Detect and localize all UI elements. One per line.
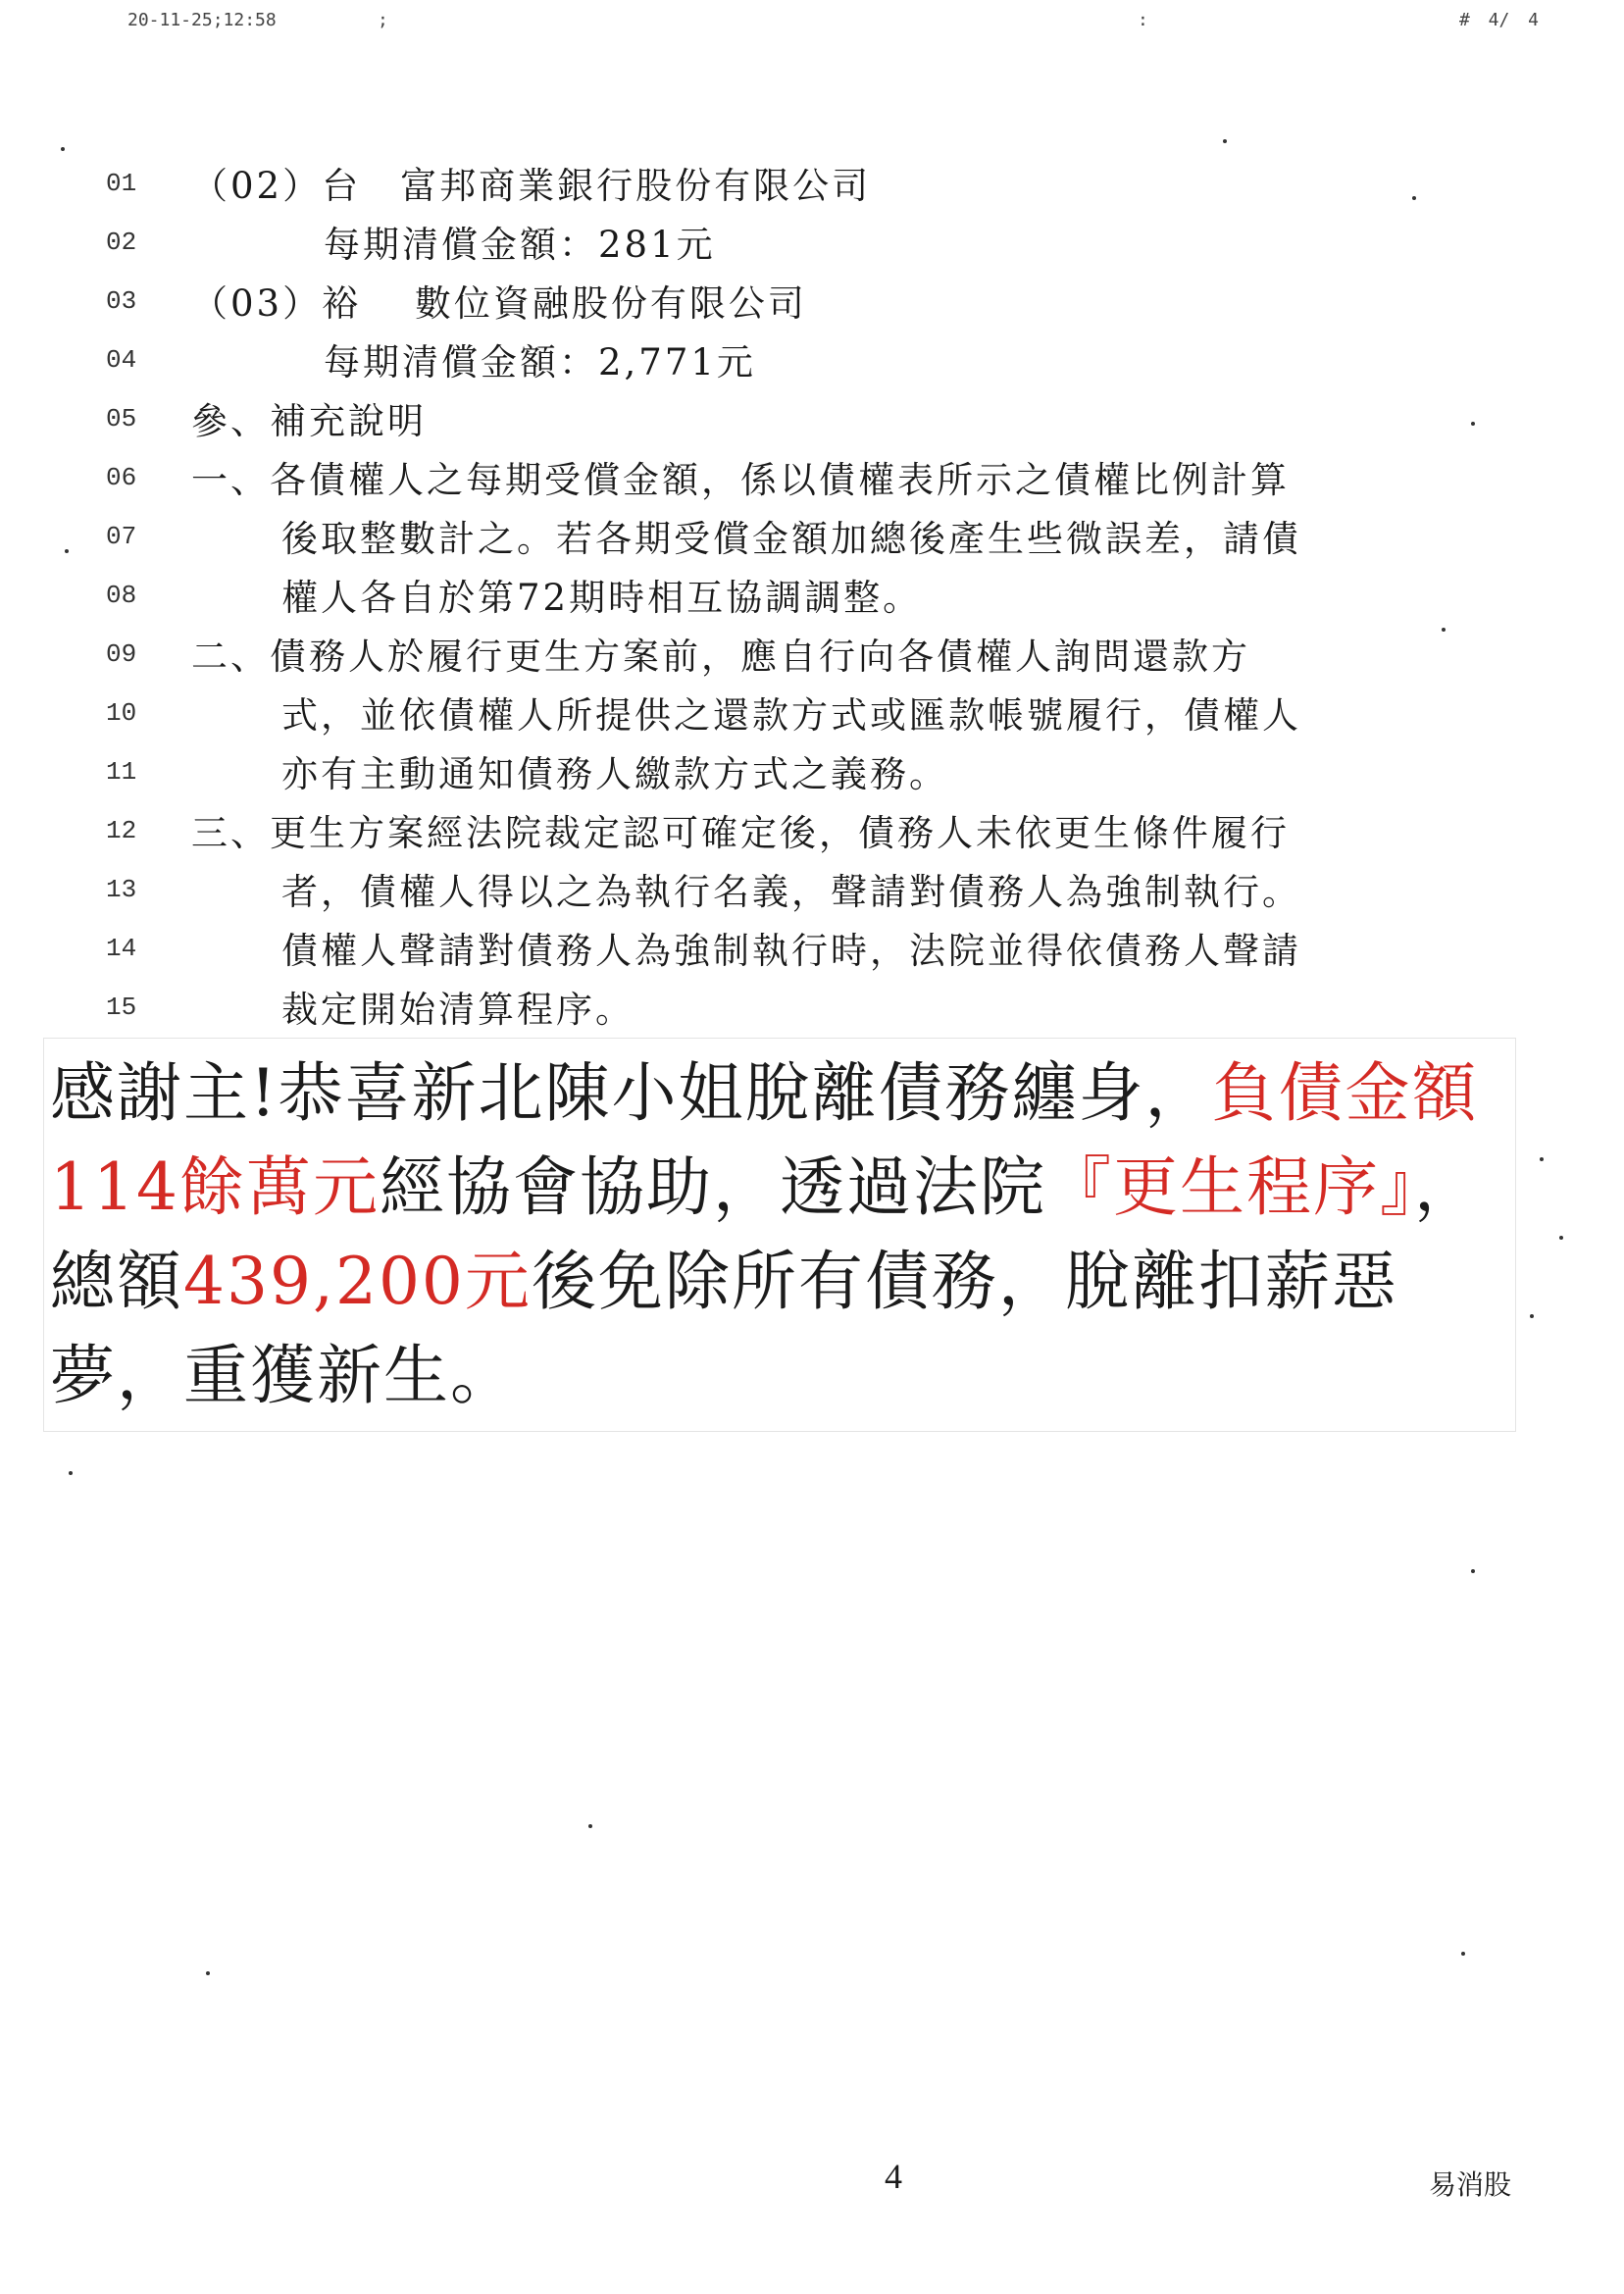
line-number: 12	[106, 816, 137, 845]
announcement-highlight-amount: 439,200元	[183, 1244, 532, 1319]
document-line	[0, 628, 1624, 687]
line-text: 後取整數計之。若各期受償金額加總後產生些微誤差，請債	[281, 518, 1301, 560]
line-number: 10	[106, 698, 137, 728]
line-text: （02）台 富邦商業銀行股份有限公司	[191, 165, 872, 207]
line-number: 08	[106, 581, 137, 610]
document-line	[0, 451, 1624, 510]
document-line	[0, 510, 1624, 569]
document-line	[0, 863, 1624, 922]
document-line	[0, 157, 1624, 216]
line-text: 三、更生方案經法院裁定認可確定後，債務人未依更生條件履行	[191, 812, 1290, 854]
fax-separator-mid: :	[1138, 10, 1148, 30]
line-text: 參、補充說明	[191, 400, 427, 442]
document-line	[0, 333, 1624, 392]
line-text: 權人各自於第72期時相互協調調整。	[281, 577, 923, 619]
document-line	[0, 392, 1624, 451]
document-line	[0, 569, 1624, 628]
line-number: 11	[106, 757, 137, 787]
line-number: 03	[106, 286, 137, 316]
line-number: 09	[106, 639, 137, 669]
line-text: 裁定開始清算程序。	[281, 989, 634, 1031]
fax-timestamp: 20-11-25;12:58	[127, 10, 277, 30]
fax-separator: ;	[378, 10, 388, 30]
line-text: 每期清償金額：281元	[324, 224, 716, 266]
announcement-overlay	[43, 1038, 1516, 1432]
document-line	[0, 687, 1624, 745]
document-line	[0, 275, 1624, 333]
document-line	[0, 216, 1624, 275]
announcement-part: 經協會協助，透過法院	[379, 1149, 1046, 1225]
line-number: 04	[106, 345, 137, 375]
line-text: 式，並依債權人所提供之還款方式或匯款帳號履行，債權人	[281, 694, 1301, 737]
announcement-highlight-procedure: 『更生程序』	[1045, 1149, 1414, 1225]
line-text: 每期清償金額：2,771元	[324, 341, 756, 383]
line-number: 06	[106, 463, 137, 492]
line-number: 15	[106, 993, 137, 1022]
line-number: 05	[106, 404, 137, 433]
announcement-part: ，總額	[50, 1149, 1481, 1319]
announcement-text	[50, 1046, 1507, 1423]
document-line	[0, 922, 1624, 981]
line-number: 01	[106, 169, 137, 198]
line-number: 07	[106, 522, 137, 551]
announcement-highlight-debt: 負債金額114餘萬元	[50, 1055, 1479, 1225]
document-line	[0, 981, 1624, 1040]
line-text: 債權人聲請對債務人為強制執行時，法院並得依債務人聲請	[281, 930, 1301, 972]
document-line	[0, 804, 1624, 863]
document-line	[0, 745, 1624, 804]
fax-header	[0, 10, 1624, 39]
line-text: 亦有主動通知債務人繳款方式之義務。	[281, 753, 948, 795]
line-number: 14	[106, 934, 137, 963]
page-number: 4	[885, 2157, 902, 2196]
line-text: （03）裕 數位資融股份有限公司	[191, 282, 807, 325]
announcement-part: 後免除所有債務，脫離扣薪惡夢，重獲新生。	[50, 1244, 1398, 1413]
fax-page-marker: # 4/ 4	[1459, 10, 1540, 30]
line-number: 13	[106, 875, 137, 904]
announcement-part: 感謝主!恭喜新北陳小姐脫離債務纏身，	[50, 1055, 1212, 1131]
line-text: 一、各債權人之每期受償金額，係以債權表所示之債權比例計算	[191, 459, 1290, 501]
line-number: 02	[106, 228, 137, 257]
line-text: 二、債務人於履行更生方案前，應自行向各債權人詢問還款方	[191, 636, 1250, 678]
court-division-label: 易消股	[1429, 2168, 1512, 2201]
line-text: 者，債權人得以之為執行名義，聲請對債務人為強制執行。	[281, 871, 1301, 913]
